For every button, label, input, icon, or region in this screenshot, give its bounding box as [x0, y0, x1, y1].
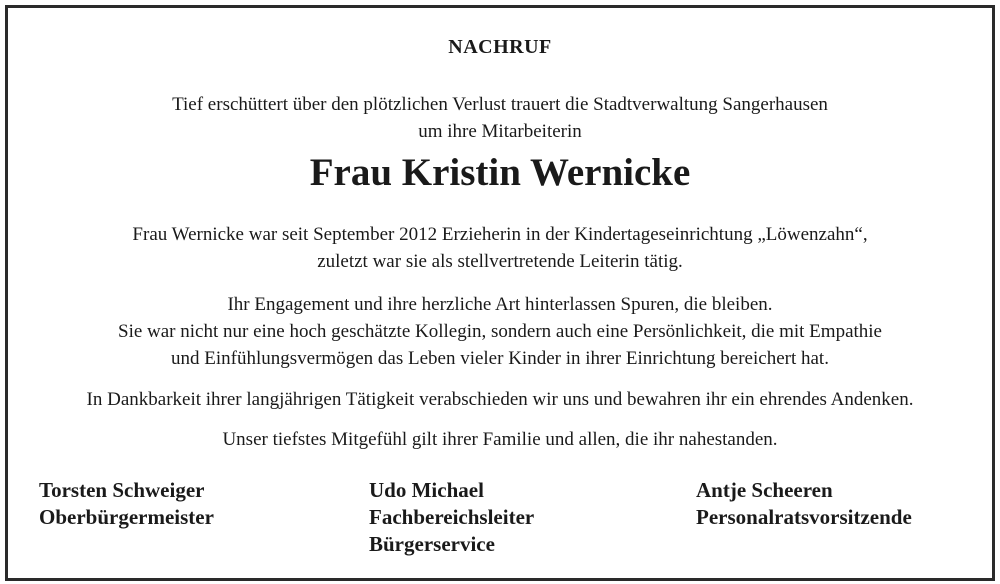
notice-heading: NACHRUF	[448, 36, 552, 58]
signatory-title: Oberbürgermeister	[39, 505, 214, 529]
signatory-block	[39, 477, 214, 531]
signatory-name: Antje Scheeren	[696, 478, 833, 502]
intro-line: um ihre Mitarbeiterin	[418, 121, 582, 142]
signatory-title: Fachbereichsleiter	[369, 505, 535, 529]
paragraph-line: Frau Wernicke war seit September 2012 Erzieherin in der Kindertageseinrichtung „Löwenzahn“,	[132, 224, 868, 245]
signatory-title: Bürgerservice	[369, 532, 495, 556]
intro-line: Tief erschüttert über den plötzlichen Verlust trauert die Stadtverwaltung Sangerhausen	[172, 94, 828, 115]
paragraph-line: In Dankbarkeit ihrer langjährigen Tätigkeit verabschieden wir uns und bewahren ihr ein ehrendes Andenken.	[86, 389, 914, 410]
paragraph-line: Sie war nicht nur eine hoch geschätzte Kollegin, sondern auch eine Persönlichkeit, die mit Empathie	[118, 321, 882, 342]
paragraph-line: zuletzt war sie als stellvertretende Leiterin tätig.	[317, 251, 683, 272]
paragraph-line: Ihr Engagement und ihre herzliche Art hinterlassen Spuren, die bleiben.	[227, 294, 773, 315]
signatory-name: Torsten Schweiger	[39, 478, 205, 502]
paragraph-line: und Einfühlungsvermögen das Leben vieler Kinder in ihrer Einrichtung bereichert hat.	[171, 348, 829, 369]
paragraph-line: Unser tiefstes Mitgefühl gilt ihrer Familie und allen, die ihr nahestanden.	[222, 429, 778, 450]
signatory-block	[369, 477, 534, 558]
deceased-name: Frau Kristin Wernicke	[309, 151, 691, 194]
signatory-name: Udo Michael	[369, 478, 484, 502]
obituary-notice	[5, 5, 995, 581]
signatory-title: Personalratsvorsitzende	[696, 505, 912, 529]
signatory-block	[696, 477, 912, 531]
